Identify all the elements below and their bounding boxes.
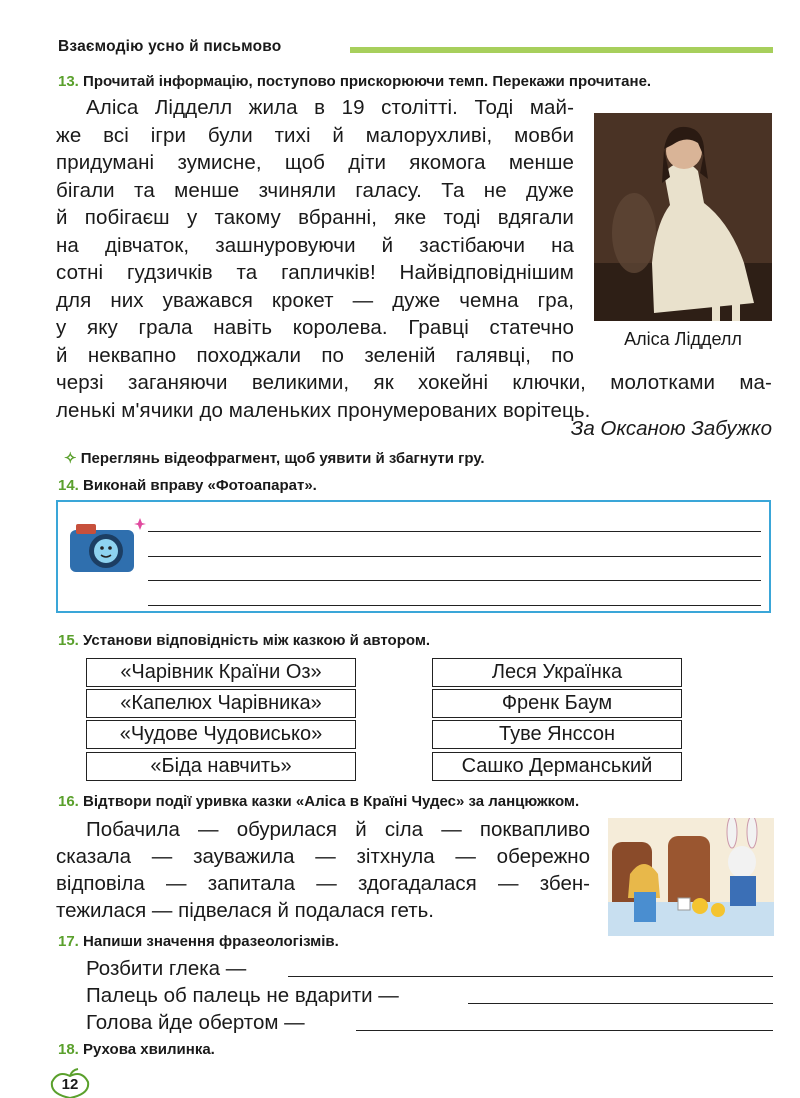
camera-icon [66, 516, 146, 578]
author-cell[interactable]: Френк Баум [432, 689, 682, 718]
answer-line[interactable] [148, 605, 761, 606]
text-line: же всі ігри були тихі й малорухливі, мовби [56, 123, 574, 147]
tale-cell[interactable]: «Капелюх Чарівника» [86, 689, 356, 718]
tea-party-illustration [608, 818, 774, 936]
answer-line[interactable] [148, 580, 761, 581]
text-line: придумані зумисне, щоб діти якомога менше [56, 151, 574, 174]
section-divider [350, 47, 773, 53]
page-number: 12 [61, 1076, 79, 1093]
task-number: 14. [58, 477, 79, 494]
text-line: й неквапно походжали по зеленій галявці, по [56, 343, 574, 367]
task-instruction: Установи відповідність між казкою й автором. [83, 632, 431, 649]
answer-line[interactable] [468, 1003, 773, 1004]
answer-line[interactable] [356, 1030, 773, 1031]
reading-text-wrapped [56, 94, 574, 369]
text-line: й побігаєш у такому вбранні, яке тоді вдягали [56, 206, 574, 229]
text-line: Аліса Лідделл жила в 19 столітті. Тоді май- [86, 96, 574, 119]
tale-cell[interactable]: «Чарівник Країни Оз» [86, 658, 356, 687]
task-instruction: Відтвори події уривка казки «Аліса в Країні Чудес» за ланцюжком. [83, 793, 580, 810]
phrase-item: Розбити глека — [86, 957, 247, 980]
task-instruction: Прочитай інформацію, поступово прискорюючи темп. Перекажи прочитане. [83, 73, 652, 90]
answer-line[interactable] [148, 556, 761, 557]
chain-line: Побачила — обурилася й сіла — поквапливо [86, 818, 590, 841]
chain-line: тежилася — підвелася й подалася геть. [56, 899, 434, 922]
text-line: на дівчаток, зашнуровуючи й застібаючи на [56, 233, 574, 257]
task-number: 17. [58, 933, 79, 950]
text-line: для них уважався крокет — дуже чемна гра, [56, 288, 574, 312]
answer-line[interactable] [148, 531, 761, 532]
video-diamond-icon: ✧ [64, 450, 77, 467]
event-chain [56, 816, 590, 924]
task-instruction: Напиши значення фразеологізмів. [83, 933, 339, 950]
task-instruction: Рухова хвилинка. [83, 1041, 215, 1058]
video-note [64, 449, 485, 467]
task-14-header [58, 477, 317, 494]
chain-line: сказала — зауважила — зітхнула — обережно [56, 845, 590, 868]
task-number: 18. [58, 1041, 79, 1058]
task-18-header [58, 1041, 215, 1058]
task-17-header [58, 933, 339, 950]
task-15-header [58, 632, 430, 649]
task-number: 16. [58, 793, 79, 810]
task-16-header [58, 793, 579, 810]
alice-liddell-photo [594, 113, 772, 321]
task-instruction: Виконай вправу «Фотоапарат». [83, 477, 317, 494]
photo-exercise-box [56, 500, 771, 613]
section-title: Взаємодію усно й письмово [58, 38, 282, 55]
task-number: 15. [58, 632, 79, 649]
text-line: бігали та менше зчиняли галасу. Та не дуже [56, 178, 574, 202]
author-cell[interactable]: Леся Українка [432, 658, 682, 687]
author-cell[interactable]: Туве Янссон [432, 720, 682, 749]
task-number: 13. [58, 73, 79, 90]
chain-line: відповіла — запитала — здогадалася — збен- [56, 872, 590, 895]
phrase-item: Голова йде обертом — [86, 1011, 305, 1034]
task-13-header [58, 73, 651, 90]
text-line: у яку грала навіть королева. Гравці статечно [56, 316, 574, 339]
tale-cell[interactable]: «Чудове Чудовисько» [86, 720, 356, 749]
author-cell[interactable]: Сашко Дерманський [432, 752, 682, 781]
answer-line[interactable] [288, 976, 773, 977]
reading-text-full [56, 369, 772, 424]
text-author: За Оксаною Забужко [570, 417, 772, 440]
text-line: сотні гудзичків та гапличків! Найвідповіднішим [56, 261, 574, 284]
text-line: ленькі м'ячики до маленьких пронумерованих ворітець. [56, 398, 591, 422]
page-number-badge [48, 1068, 92, 1098]
video-note-text: Переглянь відеофрагмент, щоб уявити й збагнути гру. [80, 450, 485, 467]
tale-cell[interactable]: «Біда навчить» [86, 752, 356, 781]
phrase-item: Палець об палець не вдарити — [86, 984, 399, 1007]
text-line: черзі заганяючи великими, як хокейні ключки, молотками ма- [56, 371, 772, 394]
photo-caption: Аліса Лідделл [624, 329, 742, 349]
